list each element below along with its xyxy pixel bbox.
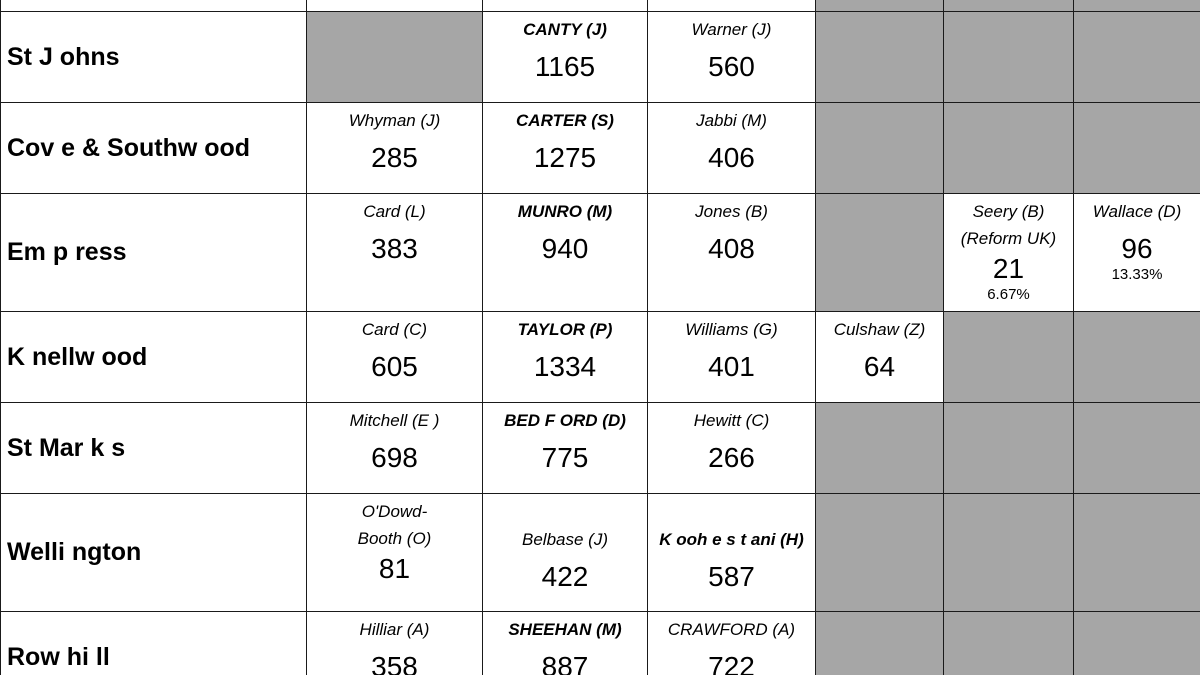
candidate-name: Hewitt (C) bbox=[693, 411, 770, 430]
candidate bbox=[307, 103, 482, 175]
empty-cell bbox=[944, 312, 1074, 403]
empty-cell bbox=[944, 12, 1074, 103]
candidate-name: Card (L) bbox=[363, 202, 426, 221]
vote-count: 1275 bbox=[533, 142, 597, 173]
winner-name: TAYLOR (P) bbox=[517, 320, 613, 339]
vote-count: 21 bbox=[992, 253, 1025, 284]
candidate bbox=[307, 403, 482, 475]
candidate bbox=[483, 12, 647, 84]
candidate-name: Williams (G) bbox=[685, 320, 778, 339]
vote-count: 81 bbox=[378, 553, 411, 584]
empty-cell bbox=[816, 12, 944, 103]
empty-cell bbox=[1074, 612, 1200, 675]
candidate bbox=[307, 494, 482, 586]
vote-count: 605 bbox=[371, 351, 418, 382]
ward-name: Welli ngton bbox=[1, 494, 307, 612]
header-cell bbox=[648, 0, 816, 12]
candidate-name: Mitchell (E ) bbox=[349, 411, 440, 430]
candidate-cell bbox=[307, 194, 483, 312]
candidate bbox=[483, 103, 647, 175]
empty-cell bbox=[816, 194, 944, 312]
candidate-cell bbox=[648, 403, 816, 494]
ward-name: K nellw ood bbox=[1, 312, 307, 403]
empty-cell bbox=[1074, 312, 1200, 403]
candidate-cell bbox=[483, 103, 648, 194]
ward-row bbox=[1, 403, 1200, 494]
candidate-name: Jones (B) bbox=[695, 202, 768, 221]
candidate-cell bbox=[1074, 194, 1200, 312]
empty-cell bbox=[816, 494, 944, 612]
ward-name: Cov e & Southw ood bbox=[1, 103, 307, 194]
candidate-name: Hilliar (A) bbox=[359, 620, 430, 639]
vote-count: 401 bbox=[708, 351, 755, 382]
candidate-cell bbox=[648, 194, 816, 312]
candidate-name: Jabbi (M) bbox=[696, 111, 767, 130]
vote-count: 285 bbox=[371, 142, 418, 173]
vote-count: 1165 bbox=[534, 51, 596, 82]
empty-cell bbox=[816, 403, 944, 494]
vote-count: 940 bbox=[541, 233, 589, 264]
candidate bbox=[816, 312, 943, 384]
vote-count: 408 bbox=[708, 233, 755, 264]
ward-row bbox=[1, 612, 1200, 675]
candidate-cell bbox=[648, 103, 816, 194]
vote-count: 266 bbox=[708, 442, 755, 473]
ward-name: St J ohns bbox=[1, 12, 307, 103]
winner-name: CANTY (J) bbox=[523, 20, 607, 39]
candidate bbox=[648, 403, 815, 475]
empty-cell bbox=[944, 494, 1074, 612]
empty-cell bbox=[816, 103, 944, 194]
candidate-cell bbox=[944, 194, 1074, 312]
candidate-cell bbox=[307, 612, 483, 675]
candidate-cell bbox=[307, 312, 483, 403]
winner-name: K ooh e s t ani (H) bbox=[659, 530, 804, 549]
candidate-name: Whyman (J) bbox=[348, 111, 441, 130]
candidate bbox=[307, 194, 482, 266]
header-cell bbox=[1, 0, 307, 12]
candidate-cell bbox=[648, 612, 816, 675]
candidate-cell bbox=[648, 494, 816, 612]
vote-count: 887 bbox=[541, 651, 589, 675]
empty-cell bbox=[816, 612, 944, 675]
ward-row bbox=[1, 194, 1200, 312]
candidate-name-extra: Booth (O) bbox=[357, 529, 432, 548]
empty-cell bbox=[944, 612, 1074, 675]
ward-name: Em p ress bbox=[1, 194, 307, 312]
header-row bbox=[1, 0, 1200, 12]
candidate-cell bbox=[483, 494, 648, 612]
empty-cell bbox=[1074, 12, 1200, 103]
vote-count: 406 bbox=[708, 142, 755, 173]
candidate-name: Seery (B) bbox=[972, 202, 1045, 221]
candidate-cell bbox=[483, 194, 648, 312]
candidate-cell bbox=[816, 312, 944, 403]
header-cell bbox=[816, 0, 944, 12]
candidate-name: Wallace (D) bbox=[1092, 202, 1182, 221]
candidate bbox=[648, 103, 815, 175]
candidate bbox=[483, 194, 647, 266]
vote-count: 722 bbox=[708, 651, 755, 675]
empty-cell bbox=[944, 403, 1074, 494]
candidate-name: Warner (J) bbox=[691, 20, 772, 39]
header-cell bbox=[307, 0, 483, 12]
candidate bbox=[307, 312, 482, 384]
winner-name: CARTER (S) bbox=[516, 111, 614, 130]
vote-percentage: 13.33% bbox=[1111, 266, 1163, 283]
candidate bbox=[307, 612, 482, 675]
vote-count: 358 bbox=[371, 651, 418, 675]
empty-cell bbox=[307, 12, 483, 103]
candidate bbox=[648, 612, 815, 675]
vote-percentage: 6.67% bbox=[987, 286, 1030, 303]
candidate-cell bbox=[307, 403, 483, 494]
vote-count: 587 bbox=[708, 561, 755, 592]
candidate bbox=[483, 612, 647, 675]
vote-count: 698 bbox=[371, 442, 418, 473]
candidate bbox=[648, 494, 815, 594]
vote-count: 96 bbox=[1121, 233, 1153, 264]
header-cell bbox=[944, 0, 1074, 12]
candidate bbox=[648, 12, 815, 84]
candidate-cell bbox=[307, 103, 483, 194]
candidate-cell bbox=[483, 403, 648, 494]
candidate-name-extra: (Reform UK) bbox=[960, 229, 1057, 248]
ward-name: Row hi ll bbox=[1, 612, 307, 675]
candidate-cell bbox=[307, 494, 483, 612]
vote-count: 560 bbox=[708, 51, 755, 82]
header-cell bbox=[1074, 0, 1200, 12]
empty-cell bbox=[1074, 494, 1200, 612]
candidate-cell bbox=[483, 12, 648, 103]
candidate-name: Belbase (J) bbox=[522, 530, 608, 549]
winner-name: SHEEHAN (M) bbox=[508, 620, 622, 639]
candidate-name: Card (C) bbox=[361, 320, 428, 339]
winner-name: MUNRO (M) bbox=[517, 202, 613, 221]
vote-count: 422 bbox=[541, 561, 589, 592]
vote-count: 775 bbox=[541, 442, 589, 473]
empty-cell bbox=[1074, 103, 1200, 194]
ward-row bbox=[1, 103, 1200, 194]
candidate-cell bbox=[483, 312, 648, 403]
candidate bbox=[944, 194, 1073, 304]
ward-row bbox=[1, 312, 1200, 403]
candidate bbox=[483, 403, 647, 475]
candidate-cell bbox=[648, 12, 816, 103]
winner-name: BED F ORD (D) bbox=[504, 411, 626, 430]
candidate-cell bbox=[483, 612, 648, 675]
candidate-cell bbox=[648, 312, 816, 403]
ward-row bbox=[1, 494, 1200, 612]
header-cell bbox=[483, 0, 648, 12]
candidate bbox=[1074, 194, 1200, 284]
empty-cell bbox=[1074, 403, 1200, 494]
empty-cell bbox=[944, 103, 1074, 194]
candidate bbox=[648, 312, 815, 384]
candidate-name: Culshaw (Z) bbox=[833, 320, 926, 339]
vote-count: 64 bbox=[863, 351, 896, 382]
candidate bbox=[648, 194, 815, 266]
ward-row bbox=[1, 12, 1200, 103]
candidate-name: CRAWFORD (A) bbox=[667, 620, 796, 639]
candidate bbox=[483, 494, 647, 594]
vote-count: 1334 bbox=[533, 351, 597, 382]
ward-name: St Mar k s bbox=[1, 403, 307, 494]
vote-count: 383 bbox=[371, 233, 418, 264]
candidate-name: O'Dowd- bbox=[361, 502, 428, 521]
candidate bbox=[483, 312, 647, 384]
